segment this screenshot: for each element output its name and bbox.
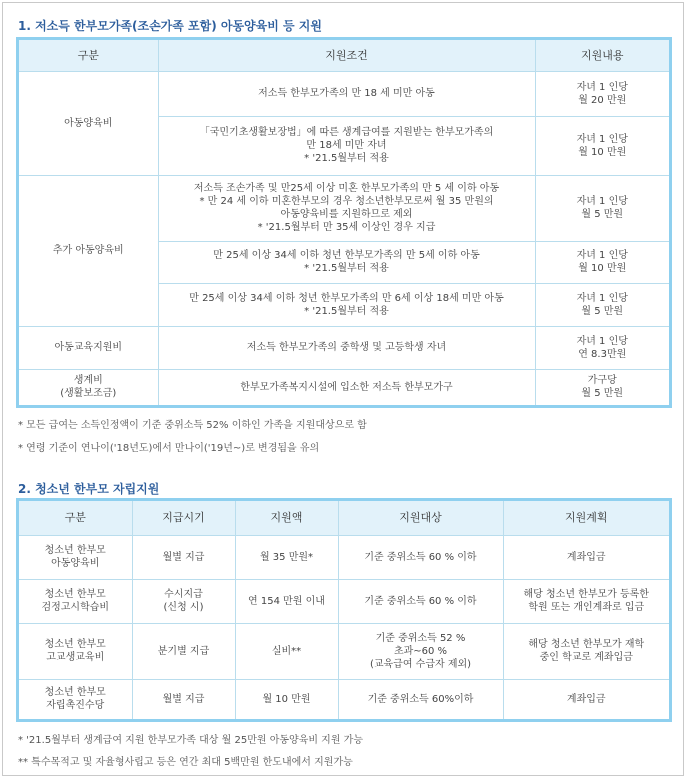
timing-line: 분기별 지급 (157, 645, 210, 657)
timing-line: 월별 지급 (162, 551, 205, 563)
content-line: 자녀 1 인당 (576, 250, 628, 261)
target-line: 초과~60 % (393, 645, 448, 657)
table-row (19, 535, 669, 579)
timing-line: 수시지급 (164, 589, 203, 600)
plan-cell (503, 623, 669, 679)
table-row (19, 71, 669, 116)
target-line: 기준 중위소득 60 % 이하 (364, 595, 477, 607)
target-cell (338, 679, 503, 719)
category-label: 자립촉진수당 (46, 700, 105, 712)
category-label: 아동양육비 (51, 558, 100, 569)
condition-line: 저소득 한부모가족의 중학생 및 고등학생 자녀 (246, 342, 447, 353)
child-support-table (19, 40, 669, 405)
content-line: 가구당 (587, 375, 617, 387)
condition-line: 아동양육비를 지원하므로 제외 (280, 209, 413, 220)
table-row (19, 623, 669, 679)
plan-line: 학원 또는 개인계좌로 입금 (528, 602, 645, 613)
category-label: 생계비 (73, 375, 103, 387)
plan-line: 계좌입금 (566, 693, 606, 705)
condition-line: * '21.5월부터 만 35세 이상인 경우 지급 (257, 222, 436, 233)
section2-title: 2. 청소년 한부모 자립지원 (18, 482, 160, 496)
table-row (19, 326, 669, 369)
condition-line: * '21.5월부터 적용 (304, 305, 389, 317)
table-header-row (19, 501, 669, 535)
condition-line: 저소득 한부모가족의 만 18 세 미만 아동 (258, 88, 435, 99)
category-label: 청소년 한부모 (44, 687, 106, 699)
category-cell (19, 175, 158, 326)
table-row (19, 175, 669, 241)
col-header-target: 지원대상 (338, 501, 503, 535)
category-label: 검정고시학습비 (41, 602, 110, 613)
condition-cell (158, 116, 535, 175)
col-header-plan: 지원계획 (503, 501, 669, 535)
amount-cell (235, 623, 338, 679)
target-cell (338, 623, 503, 679)
condition-cell (158, 326, 535, 369)
table-row (19, 369, 669, 405)
plan-cell (503, 679, 669, 719)
condition-line: * 만 24 세 이하 미혼한부모의 경우 청소년한부모로써 월 35 만원의 (199, 196, 494, 207)
category-cell (19, 535, 132, 579)
content-line: 월 10 만원 (578, 146, 627, 158)
table-row (19, 579, 669, 623)
child-support-table-box (16, 37, 672, 408)
section1-note: * 연령 기준이 연나이('18년도)에서 만나이('19년~)로 변경됨을 유의 (18, 443, 320, 454)
condition-line: 만 18세 미만 자녀 (306, 140, 387, 151)
category-label: 추가 아동양육비 (52, 245, 124, 256)
content-line: 월 20 만원 (578, 94, 627, 106)
condition-line: 「국민기초생활보장법」에 따른 생계급여를 지원받는 한부모가족의 (199, 127, 494, 138)
timing-cell (132, 535, 235, 579)
content-cell (535, 369, 669, 405)
amount-line: 월 35 만원* (259, 551, 314, 563)
col-header-condition: 지원조건 (158, 40, 535, 71)
content-line: 연 8.3만원 (578, 348, 627, 360)
condition-cell (158, 369, 535, 405)
content-line: 자녀 1 인당 (576, 335, 628, 347)
target-line: 기준 중위소득 52 % (375, 632, 466, 644)
plan-line: 해당 청소년 한부모가 재학 (528, 639, 645, 650)
target-cell (338, 535, 503, 579)
content-line: 월 5 만원 (581, 388, 624, 400)
plan-cell (503, 535, 669, 579)
category-label: 청소년 한부모 (44, 639, 106, 650)
timing-line: 월별 지급 (162, 693, 205, 705)
amount-line: 실비** (271, 645, 302, 657)
table-header-row (19, 40, 669, 71)
plan-line: 중인 학교로 계좌입금 (539, 652, 633, 663)
target-line: 기준 중위소득 60%이하 (367, 693, 474, 705)
content-line: 자녀 1 인당 (576, 196, 628, 207)
content-line: 자녀 1 인당 (576, 133, 628, 145)
content-line: 자녀 1 인당 (576, 81, 628, 93)
youth-support-table-box (16, 498, 672, 722)
section1-title: 1. 저소득 한부모가족(조손가족 포함) 아동양육비 등 지원 (18, 19, 322, 33)
category-label: 고교생교육비 (46, 652, 105, 663)
category-cell (19, 623, 132, 679)
section2-note: * '21.5월부터 생계급여 지원 한부모가족 대상 월 25만원 아동양육비 지원 가능 (18, 735, 364, 746)
category-label: 청소년 한부모 (44, 545, 106, 556)
timing-cell (132, 679, 235, 719)
category-label: 청소년 한부모 (44, 589, 106, 600)
amount-line: 월 10 만원 (262, 693, 311, 705)
amount-cell (235, 579, 338, 623)
condition-cell (158, 71, 535, 116)
category-cell (19, 326, 158, 369)
condition-line: 만 25세 이상 34세 이하 청년 한부모가족의 만 6세 이상 18세 미만 아동 (189, 292, 504, 304)
content-cell (535, 241, 669, 283)
youth-support-table (19, 501, 669, 719)
col-header-category: 구분 (19, 40, 158, 71)
table-row (19, 679, 669, 719)
timing-cell (132, 623, 235, 679)
category-label: 아동교육지원비 (54, 342, 123, 353)
condition-cell (158, 241, 535, 283)
content-line: 월 5 만원 (581, 209, 624, 220)
condition-line: 만 25세 이상 34세 이하 청년 한부모가족의 만 5세 이하 아동 (213, 250, 480, 261)
amount-line: 연 154 만원 이내 (248, 595, 325, 607)
timing-cell (132, 579, 235, 623)
timing-line: (신청 시) (163, 602, 204, 613)
condition-line: * '21.5월부터 적용 (304, 153, 389, 164)
target-line: (교육급여 수급자 제외) (369, 658, 472, 670)
content-cell (535, 283, 669, 326)
condition-cell (158, 283, 535, 326)
section2-note: ** 특수목적고 및 자율형사립고 등은 연간 최대 5백만원 한도내에서 지원가능 (18, 757, 353, 768)
plan-line: 해당 청소년 한부모가 등록한 (523, 589, 649, 600)
content-cell (535, 326, 669, 369)
content-line: 월 5 만원 (581, 305, 624, 317)
content-line: 자녀 1 인당 (576, 292, 628, 304)
content-cell (535, 71, 669, 116)
amount-cell (235, 679, 338, 719)
condition-line: 한부모가족복지시설에 입소한 저소득 한부모가구 (240, 381, 453, 393)
plan-line: 계좌입금 (566, 551, 606, 563)
content-cell (535, 175, 669, 241)
col-header-content: 지원내용 (535, 40, 669, 71)
category-cell (19, 579, 132, 623)
col-header-timing: 지급시기 (132, 501, 235, 535)
section1-note: * 모든 급여는 소득인정액이 기준 중위소득 52% 이하인 가족을 지원대상으로 함 (18, 420, 367, 431)
content-line: 월 10 만원 (578, 263, 627, 274)
condition-line: * '21.5월부터 적용 (304, 263, 389, 274)
amount-cell (235, 535, 338, 579)
condition-cell (158, 175, 535, 241)
category-label: 아동양육비 (64, 117, 113, 129)
target-line: 기준 중위소득 60 % 이하 (364, 551, 477, 563)
target-cell (338, 579, 503, 623)
category-cell (19, 369, 158, 405)
col-header-category: 구분 (19, 501, 132, 535)
category-label: (생활보조금) (60, 388, 117, 400)
category-cell (19, 679, 132, 719)
col-header-amount: 지원액 (235, 501, 338, 535)
content-cell (535, 116, 669, 175)
category-cell (19, 71, 158, 175)
condition-line: 저소득 조손가족 및 만25세 이상 미혼 한부모가족의 만 5 세 이하 아동 (193, 183, 500, 194)
plan-cell (503, 579, 669, 623)
